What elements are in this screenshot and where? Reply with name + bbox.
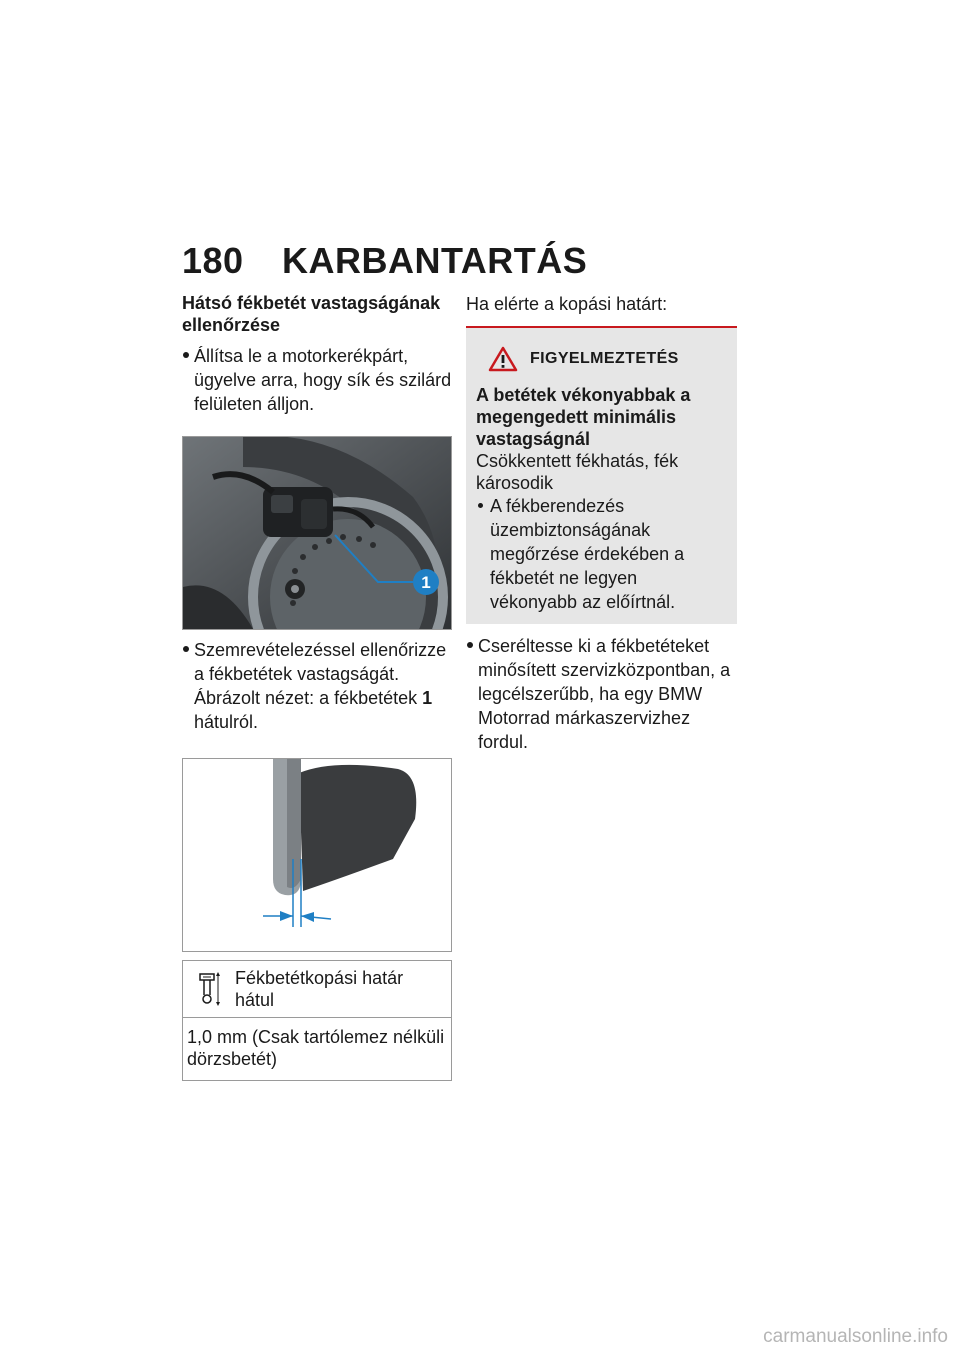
warning-title: FIGYELMEZTETÉS — [530, 350, 679, 367]
page-number: 180 — [182, 240, 244, 281]
brake-pad-wear-diagram — [182, 758, 452, 952]
watermark: carmanualsonline.info — [763, 1326, 948, 1347]
intro-text: Ha elérte a kopási határt: — [466, 294, 668, 314]
instruction-text-tail: hátulról. — [194, 712, 259, 732]
brake-pad-wear-icon — [197, 971, 221, 1007]
spec-table — [182, 960, 452, 1081]
warning-heading: A betétek vékonyabbak a megengedett minimális vastagságnál — [476, 385, 691, 449]
left-column — [182, 292, 452, 1081]
warning-title-row — [476, 346, 727, 374]
warning-text: Csökkentett fékhatás, fék károsodik — [476, 451, 679, 493]
instruction-ref-number: 1 — [422, 688, 433, 708]
instruction-park-motorcycle: Állítsa le a motorkerékpárt, ügyelve arra, hogy sík és szilárd felületen álljon. — [182, 344, 452, 416]
warning-box — [466, 326, 737, 624]
right-column — [466, 292, 737, 754]
warning-bullet: A fékberendezés üzembiztonságának megőrzése érdekében a fékbetét ne legyen vékonyabb az előírtnál. — [476, 494, 727, 614]
chapter-title: KARBANTARTÁS — [282, 240, 588, 281]
instruction-replace-pads: Cseréltesse ki a fékbetéteket minősített szervizközpontban, a legcélszerűbb, ha egy BMW Motorrad márkaszervizhez fordul. — [466, 634, 737, 754]
rear-brake-caliper-illustration — [183, 437, 451, 629]
spec-value: 1,0 mm (Csak tartólemez nélküli dörzsbetét) — [187, 1027, 445, 1069]
warning-triangle-icon — [488, 346, 518, 372]
spec-header — [183, 961, 451, 1018]
figure-callout-1: 1 — [421, 573, 431, 592]
rear-brake-caliper-photo — [182, 436, 452, 630]
brake-pad-illustration — [183, 759, 451, 951]
instruction-text: Szemrevételezéssel ellenőrizze a fékbetétek vastagságát. Ábrázolt nézet: a fékbetétek — [194, 640, 447, 708]
spec-label: Fékbetétkopási határ hátul — [235, 968, 404, 1010]
instruction-check-thickness — [182, 638, 452, 734]
section-heading: Hátsó fékbetét vastagságának ellenőrzése — [182, 293, 441, 335]
